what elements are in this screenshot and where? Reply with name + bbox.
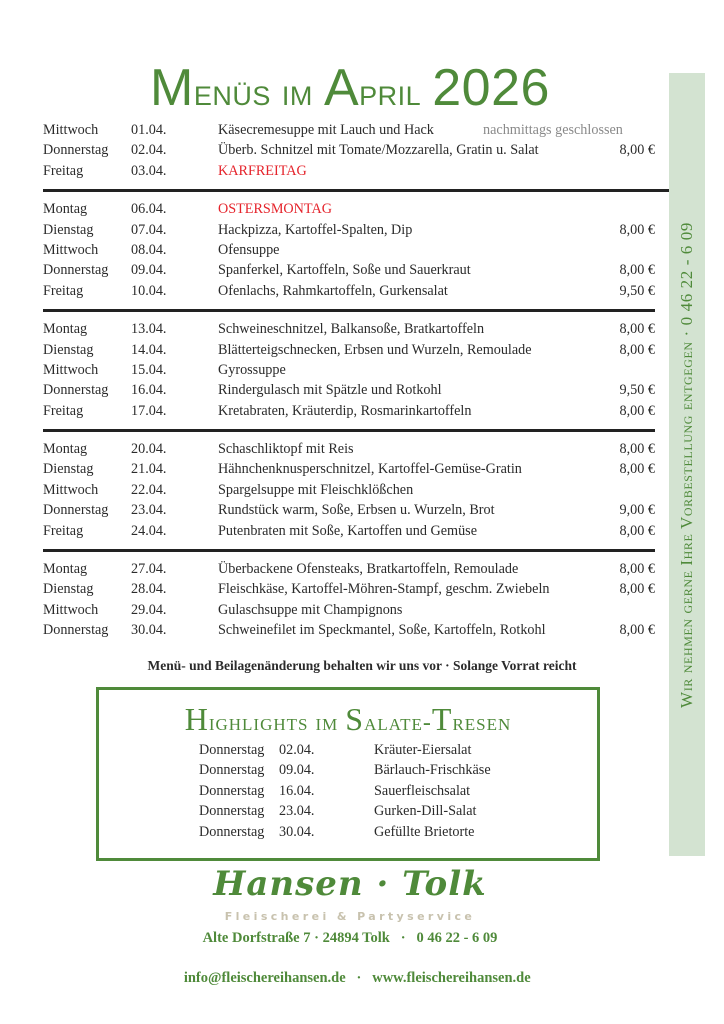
menu-dish: Schaschliktopf mit Reis [218, 441, 354, 458]
web-line [0, 948, 700, 1008]
menu-price: 8,00 € [619, 321, 655, 338]
title-cap: M [150, 59, 194, 117]
menu-date: 08.04. [131, 241, 167, 258]
salad-day: Donnerstag [199, 823, 265, 840]
salad-title-text: alate- [364, 710, 432, 736]
menu-dish: Rundstück warm, Soße, Erbsen u. Wurzeln, Brot [218, 502, 495, 519]
salad-row [199, 781, 559, 801]
menu-dish: Käsecremesuppe mit Lauch und Hack [218, 122, 434, 138]
address-line: Alte Dorfstraße 7 · 24894 Tolk · 0 46 22 - 6 09 [202, 930, 498, 946]
menu-row [43, 579, 655, 599]
menu-row [43, 260, 655, 280]
title-year: 2026 [432, 59, 550, 117]
week-divider [43, 309, 655, 312]
menu-row [43, 559, 655, 579]
menu-day: Freitag [43, 402, 84, 419]
menu-price: 8,00 € [619, 561, 655, 578]
salad-day: Donnerstag [199, 782, 265, 799]
menu-price: 8,00 € [619, 581, 655, 598]
menu-row [43, 480, 655, 500]
menu-price: 8,00 € [619, 461, 655, 478]
menu-price: 9,50 € [619, 382, 655, 399]
menu-row [43, 600, 655, 620]
side-banner-text: Wir nehmen gerne Ihre Vorbestellung entgegen · 0 46 22 - 6 09 [677, 221, 696, 708]
menu-date: 01.04. [131, 122, 167, 138]
salad-title-cap: H [184, 701, 209, 737]
menu-day: Donnerstag [43, 262, 109, 279]
menu-table [43, 120, 655, 641]
menu-note: nachmittags geschlossen [483, 122, 623, 138]
menu-dish: Überb. Schnitzel mit Tomate/Mozzarella, Gratin u. Salat [218, 142, 539, 159]
menu-row [43, 521, 655, 541]
menu-dish: Spanferkel, Kartoffeln, Soße und Sauerkraut [218, 262, 471, 279]
menu-date: 13.04. [131, 321, 167, 338]
menu-dish: Überbackene Ofensteaks, Bratkartoffeln, Remoulade [218, 561, 519, 578]
menu-dish: Rindergulasch mit Spätzle und Rotkohl [218, 382, 442, 399]
menu-row [43, 281, 655, 301]
salad-date: 30.04. [279, 823, 315, 840]
salad-title-text: resen [452, 710, 512, 736]
salad-row [199, 822, 559, 842]
contact-links[interactable]: info@fleischereihansen.de · www.fleischereihansen.de [183, 970, 531, 986]
menu-day: Mittwoch [43, 122, 99, 138]
menu-day: Dienstag [43, 461, 94, 478]
menu-week [43, 199, 655, 301]
menu-row [43, 220, 655, 240]
menu-row [43, 140, 655, 160]
holiday-label: OSTERSMONTAG [218, 201, 332, 218]
title-cap: A [323, 59, 360, 117]
menu-week [43, 120, 655, 181]
side-banner [669, 73, 705, 856]
menu-price: 8,00 € [619, 142, 655, 159]
menu-price: 8,00 € [619, 622, 655, 639]
menu-row [43, 340, 655, 360]
menu-dish: Schweinefilet im Speckmantel, Soße, Kartoffeln, Rotkohl [218, 622, 546, 639]
menu-day: Donnerstag [43, 142, 109, 159]
menu-day: Donnerstag [43, 622, 109, 639]
menu-date: 17.04. [131, 402, 167, 419]
menu-day: Montag [43, 441, 88, 458]
salad-title-cap: T [431, 701, 453, 737]
menu-date: 02.04. [131, 142, 167, 159]
menu-date: 29.04. [131, 601, 167, 618]
menu-footnote: Menü- und Beilagenänderung behalten wir uns vor · Solange Vorrat reicht [147, 658, 577, 673]
menu-dish: Blätterteigschnecken, Erbsen und Wurzeln, Remoulade [218, 341, 532, 358]
salad-dish: Bärlauch-Frischkäse [374, 762, 491, 779]
salad-title-text: ighlights im [208, 710, 346, 736]
salad-date: 09.04. [279, 762, 315, 779]
menu-day: Dienstag [43, 341, 94, 358]
menu-day: Montag [43, 321, 88, 338]
salad-day: Donnerstag [199, 803, 265, 820]
menu-dish: Hackpizza, Kartoffel-Spalten, Dip [218, 221, 413, 238]
menu-dish: Putenbraten mit Soße, Kartoffen und Gemüse [218, 522, 477, 539]
menu-date: 03.04. [131, 162, 167, 179]
menu-date: 14.04. [131, 341, 167, 358]
menu-row [43, 360, 655, 380]
brand-subtitle: Fleischerei & Partyservice [224, 910, 476, 923]
menu-day: Donnerstag [43, 502, 109, 519]
menu-date: 09.04. [131, 262, 167, 279]
menu-price: 9,00 € [619, 502, 655, 519]
menu-day: Montag [43, 201, 88, 218]
menu-row [43, 439, 655, 459]
menu-day: Freitag [43, 162, 84, 179]
menu-price: 8,00 € [619, 262, 655, 279]
week-divider [43, 549, 655, 552]
menu-dish: Gulaschsuppe mit Champignons [218, 601, 403, 618]
menu-row [43, 380, 655, 400]
menu-date: 07.04. [131, 221, 167, 238]
menu-day: Montag [43, 561, 88, 578]
menu-day: Dienstag [43, 221, 94, 238]
menu-date: 23.04. [131, 502, 167, 519]
menu-dish: Ofensuppe [218, 241, 280, 258]
salad-date: 23.04. [279, 803, 315, 820]
salad-dish: Sauerfleischsalat [374, 782, 471, 799]
menu-price: 8,00 € [619, 441, 655, 458]
menu-row [43, 459, 655, 479]
holiday-label: KARFREITAG [218, 162, 307, 179]
menu-date: 22.04. [131, 481, 167, 498]
menu-day: Freitag [43, 522, 84, 539]
menu-date: 21.04. [131, 461, 167, 478]
menu-day: Mittwoch [43, 481, 99, 498]
menu-dish: Ofenlachs, Rahmkartoffeln, Gurkensalat [218, 282, 448, 299]
menu-date: 06.04. [131, 201, 167, 218]
menu-day: Donnerstag [43, 382, 109, 399]
menu-week [43, 559, 655, 641]
menu-dish: Fleischkäse, Kartoffel-Möhren-Stampf, geschm. Zwiebeln [218, 581, 550, 598]
salad-date: 02.04. [279, 742, 315, 758]
salad-row [199, 740, 559, 760]
menu-date: 15.04. [131, 361, 167, 378]
menu-row [43, 500, 655, 520]
menu-price: 8,00 € [619, 341, 655, 358]
brand-footer [0, 862, 700, 1008]
menu-dish: Gyrossuppe [218, 361, 286, 378]
salad-dish: Kräuter-Eiersalat [374, 742, 472, 758]
salad-title-cap: S [345, 701, 365, 737]
menu-date: 30.04. [131, 622, 167, 639]
title-text: enüs im [193, 72, 324, 114]
menu-row [43, 620, 655, 640]
menu-row [43, 240, 655, 260]
salad-day: Donnerstag [199, 742, 265, 758]
menu-week [43, 319, 655, 421]
menu-dish: Schweineschnitzel, Balkansoße, Bratkartoffeln [218, 321, 485, 338]
logo: Hansen · Tolk [213, 864, 487, 904]
menu-date: 27.04. [131, 561, 167, 578]
menu-price: 8,00 € [619, 522, 655, 539]
menu-price: 8,00 € [619, 402, 655, 419]
salad-row [199, 801, 559, 821]
menu-row [43, 199, 655, 219]
menu-dish: Kretabraten, Kräuterdip, Rosmarinkartoffeln [218, 402, 472, 419]
menu-date: 24.04. [131, 522, 167, 539]
salad-dish: Gurken-Dill-Salat [374, 803, 477, 820]
salad-highlights-box [96, 687, 600, 861]
menu-date: 20.04. [131, 441, 167, 458]
week-divider [43, 429, 655, 432]
salad-title [99, 701, 597, 738]
menu-row [43, 319, 655, 339]
salad-list [199, 740, 559, 842]
menu-day: Mittwoch [43, 241, 99, 258]
menu-row [43, 120, 655, 140]
menu-date: 10.04. [131, 282, 167, 299]
menu-day: Freitag [43, 282, 84, 299]
week-divider [43, 189, 678, 192]
salad-dish: Gefüllte Brietorte [374, 823, 475, 840]
menu-dish: Spargelsuppe mit Fleischklößchen [218, 481, 414, 498]
menu-price: 9,50 € [619, 282, 655, 299]
menu-row [43, 161, 655, 181]
menu-row [43, 401, 655, 421]
salad-day: Donnerstag [199, 762, 265, 779]
menu-date: 16.04. [131, 382, 167, 399]
salad-row [199, 760, 559, 780]
menu-day: Mittwoch [43, 601, 99, 618]
title-text: pril [359, 72, 433, 114]
menu-day: Mittwoch [43, 361, 99, 378]
menu-date: 28.04. [131, 581, 167, 598]
menu-week [43, 439, 655, 541]
menu-dish: Hähnchenknusperschnitzel, Kartoffel-Gemüse-Gratin [218, 461, 522, 478]
menu-day: Dienstag [43, 581, 94, 598]
salad-date: 16.04. [279, 782, 315, 799]
page-title [0, 58, 700, 123]
menu-price: 8,00 € [619, 221, 655, 238]
